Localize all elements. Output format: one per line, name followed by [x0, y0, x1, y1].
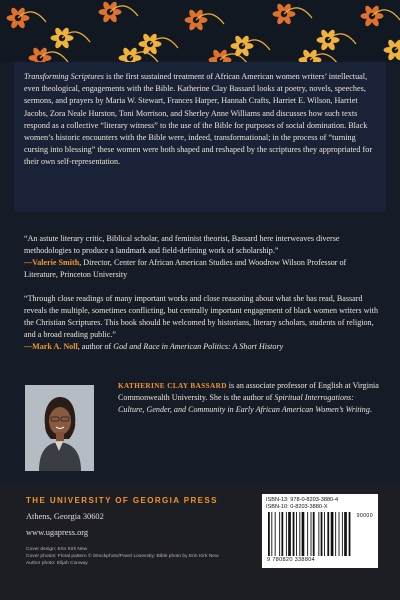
barcode-bar	[288, 512, 291, 556]
floral-motif	[99, 1, 122, 24]
blurb-attribution-name: Mark A. Noll	[32, 342, 78, 351]
blurb-dash: —	[24, 258, 33, 267]
barcode-bar	[318, 512, 319, 556]
press-name: THE UNIVERSITY OF GEORGIA PRESS	[26, 496, 218, 505]
floral-motif	[273, 3, 296, 26]
floral-pattern-header	[0, 0, 400, 62]
description-body: is the first sustained treatment of African American women writers’ intellectual, even theological, engagements with the Bible. Katherine Clay Bassard looks at poetry, novels, speeches, sermons, and prayers by Maria W. Stewart, Frances Harper, Hannah Crafts, Harriet E. Wilson, Harriet Jacobs, Zora Neale Hurston, Toni Morrison, and Sherley Anne Williams and discusses how such texts respond as a collective “literary witness” to the use of the Bible for purposes of social domination. Black women’s historic encounters with the Bible were, indeed, transformational; in the process of “turning cursing into blessing” these women were both shaped and reshaped by the scriptures they appropriated for their own self-representation.	[24, 72, 373, 167]
author-other-book-title: Spiritual Interrogations: Culture, Gender, and Community in Early African American Women’s Writing	[118, 393, 370, 414]
press-city: Athens, Georgia 30602	[26, 512, 104, 521]
barcode-bar	[281, 512, 283, 556]
blurb-attribution-name: Valerie Smith	[32, 258, 80, 267]
author-name: KATHERINE CLAY BASSARD	[118, 382, 227, 390]
blurb-quote: “An astute literary critic, Biblical scholar, and feminist theorist, Bassard here interweaves diverse methodologies to produce a landmark and field-defining work of scholarship.”	[24, 234, 340, 255]
barcode-bar	[344, 512, 347, 556]
blurb-affiliation-prefix: , author of	[77, 342, 114, 351]
author-photo	[25, 385, 94, 471]
barcode-bar	[335, 512, 336, 556]
barcode-bar	[279, 512, 280, 556]
book-description	[24, 71, 376, 169]
barcode-bar	[286, 512, 287, 556]
barcode-digits: 9 780820 338804	[267, 557, 316, 563]
blurb-affiliation: , Director, Center for African American Studies and Woodrow Wilson Professor of Literature, Princeton University	[24, 258, 347, 279]
barcode-bar	[271, 512, 272, 556]
barcode-bar	[327, 512, 329, 556]
barcode-bar	[293, 512, 295, 556]
author-bio	[118, 380, 380, 416]
barcode-bar	[324, 512, 325, 556]
barcode-bar	[299, 512, 300, 556]
isbn10-label: ISBN-10: 0-8203-3880-X	[266, 504, 328, 510]
author-bio-end: .	[369, 405, 372, 414]
blurb-book-title: God and Race in American Politics: A Short History	[113, 342, 284, 351]
credit-line: Cover photos: Floral pattern © iStockphoto/Pavel Losevsky; Bible photo by Erin Kirk New	[26, 554, 219, 559]
blurb-mark-noll	[24, 293, 378, 353]
barcode-box	[262, 494, 378, 568]
barcode-bar	[331, 512, 334, 556]
barcode-bar	[296, 512, 297, 556]
barcode-bar	[339, 512, 340, 556]
barcode-bar	[302, 512, 305, 556]
barcode-bar	[275, 512, 276, 556]
barcode-bar	[307, 512, 308, 556]
barcode-bar	[313, 512, 315, 556]
description-panel	[14, 62, 386, 212]
press-url[interactable]: www.ugapress.org	[26, 528, 89, 537]
author-portrait-graphic	[25, 385, 94, 471]
barcode-bar	[268, 512, 270, 556]
book-title: Transforming Scriptures	[24, 72, 104, 81]
isbn13-label: ISBN-13: 978-0-8203-3880-4	[266, 497, 339, 503]
credit-line: Author photo: Elijah Conway	[26, 561, 88, 566]
price-code: 90000	[356, 513, 373, 519]
floral-motif	[29, 47, 52, 62]
barcode-bar	[311, 512, 312, 556]
blurb-quote: “Through close readings of many important works and close reasoning about what she has read, Bassard reveals the multiple, sometimes conflicting, but centrally important engagement of black women writers with the Christian Scriptures. This book should be welcomed by historians, literary scholars, students of religion, and a broad reading public.”	[24, 294, 379, 339]
floral-motif	[119, 47, 142, 62]
cover-credits	[26, 546, 286, 567]
blurb-dash: —	[24, 342, 33, 351]
credit-line: Cover design: Erin Kirk New	[26, 547, 88, 552]
barcode-graphic	[268, 512, 372, 556]
blurbs-section	[24, 233, 378, 365]
barcode-bar	[321, 512, 323, 556]
floral-motif	[384, 39, 400, 62]
blurb-valerie-smith	[24, 233, 378, 281]
publisher-bar	[0, 484, 400, 600]
barcode-bar	[349, 512, 351, 556]
barcode-bar	[342, 512, 343, 556]
author-bio-text: is an associate professor of English at Virginia Commonwealth University. She is the author of	[118, 381, 379, 402]
floral-pattern-graphic	[0, 0, 400, 62]
